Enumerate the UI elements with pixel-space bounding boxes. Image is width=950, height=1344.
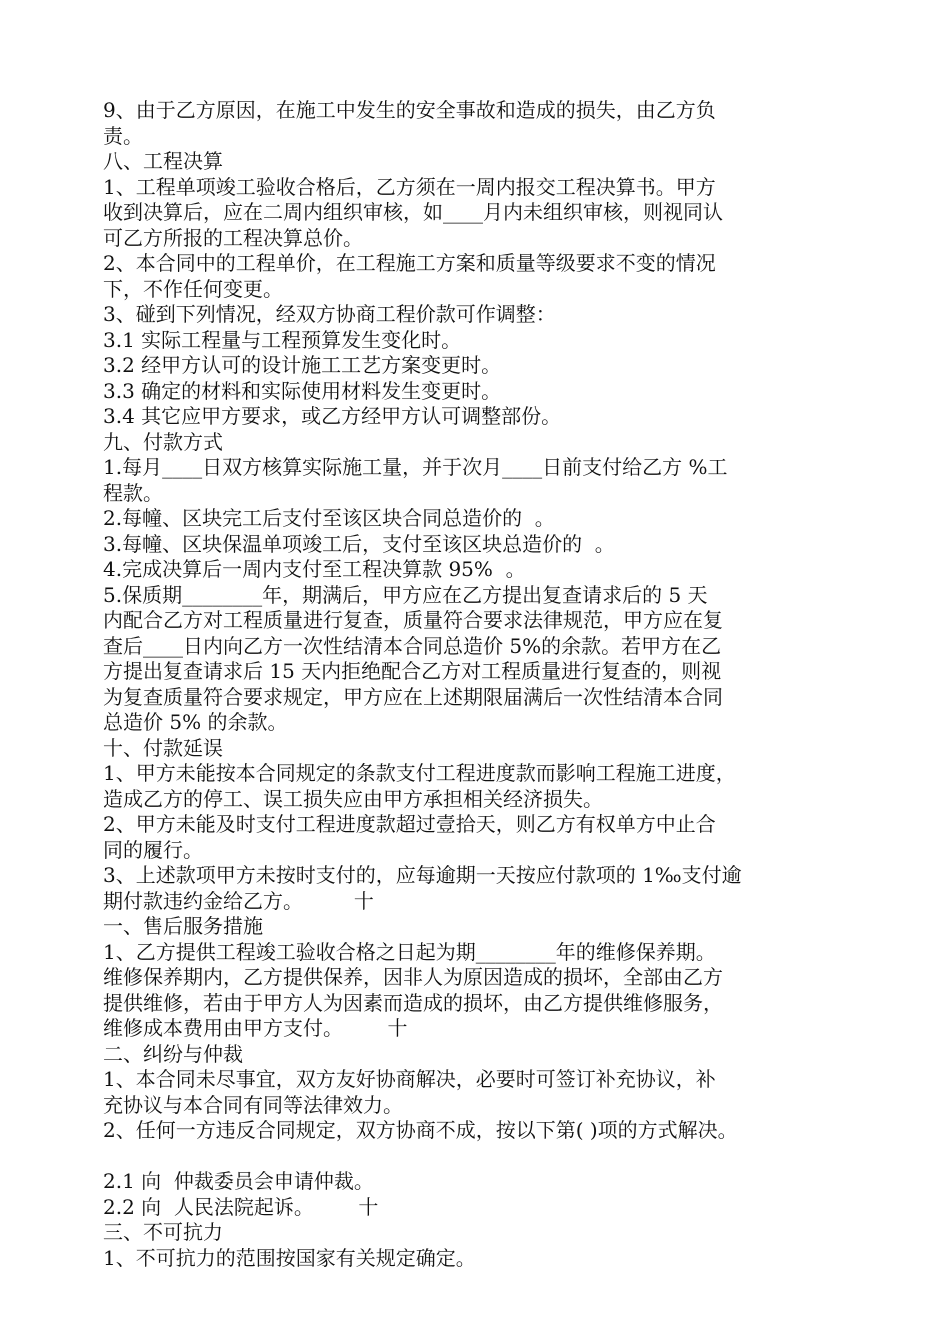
section-heading: 二、纠纷与仲裁	[103, 1041, 243, 1066]
text-line: 程款。	[103, 480, 163, 505]
text-line: 3、上述款项甲方未按时支付的，应每逾期一天按应付款项的 1‰支付逾	[103, 863, 742, 887]
text-line: 3.4 其它应甲方要求，或乙方经甲方认可调整部份。	[103, 404, 562, 428]
text-line: 3.1 实际工程量与工程预算发生变化时。	[103, 327, 462, 352]
text-line: 为复查质量符合要求规定，甲方应在上述期限届满后一次性结清本合同	[103, 684, 723, 709]
text-line: 造成乙方的停工、误工损失应由甲方承担相关经济损失。	[103, 786, 603, 811]
text-line: 2、甲方未能及时支付工程进度款超过壹拾天，则乙方有权单方中止合	[103, 812, 716, 836]
section-heading: 八、工程决算	[103, 149, 223, 173]
text-line: 3.每幢、区块保温单项竣工后，支付至该区块总造价的 。	[103, 531, 615, 556]
text-line: 充协议与本合同有同等法律效力。	[103, 1092, 403, 1117]
text-line: 维修成本费用由甲方支付。 十	[103, 1016, 408, 1040]
section-heading: 十、付款延误	[103, 735, 223, 760]
text-line: 1.每月____日双方核算实际施工量，并于次月____日前支付给乙方 %工	[103, 455, 728, 479]
text-line: 查后____日内向乙方一次性结清本合同总造价 5%的余款。若甲方在乙	[103, 633, 722, 658]
text-line: 2.每幢、区块完工后支付至该区块合同总造价的 。	[103, 506, 555, 530]
text-line: 1、工程单项竣工验收合格后，乙方须在一周内报交工程决算书。甲方	[103, 174, 716, 199]
text-line: 2、本合同中的工程单价，在工程施工方案和质量等级要求不变的情况	[103, 251, 716, 275]
text-line: 3、碰到下列情况，经双方协商工程价款可作调整：	[103, 302, 556, 326]
text-line: 1、乙方提供工程竣工验收合格之日起为期________年的维修保养期。	[103, 939, 716, 964]
text-line: 期付款违约金给乙方。 十	[103, 888, 374, 913]
text-line: 2.1 向 仲裁委员会申请仲裁。	[103, 1169, 374, 1193]
text-line: 收到决算后，应在二周内组织审核，如____月内未组织审核，则视同认	[103, 200, 723, 224]
section-heading: 三、不可抗力	[103, 1220, 223, 1244]
text-line: 维修保养期内，乙方提供保养，因非人为原因造成的损坏，全部由乙方	[103, 965, 723, 989]
text-line: 3.2 经甲方认可的设计施工工艺方案变更时。	[103, 353, 502, 377]
section-heading: 九、付款方式	[103, 429, 223, 454]
text-line: 2、任何一方违反合同规定，双方协商不成，按以下第( )项的方式解决。	[103, 1118, 738, 1142]
text-line: 4.完成决算后一周内支付至工程决算款 95% 。	[103, 557, 526, 581]
text-line: 2.2 向 人民法院起诉。 十	[103, 1194, 379, 1219]
blank-line	[103, 1144, 863, 1170]
document-page	[103, 98, 863, 1271]
text-line: 提供维修，若由于甲方人为因素而造成的损坏，由乙方提供维修服务，	[103, 990, 723, 1015]
text-line: 5.保质期________年，期满后，甲方应在乙方提出复查请求后的 5 天	[103, 582, 708, 607]
text-line: 方提出复查请求后 15 天内拒绝配合乙方对工程质量进行复查的，则视	[103, 659, 722, 683]
text-line: 责。	[103, 123, 143, 148]
text-line: 1、不可抗力的范围按国家有关规定确定。	[103, 1245, 476, 1270]
section-heading: 一、售后服务措施	[103, 914, 263, 938]
text-line: 内配合乙方对工程质量进行复查，质量符合要求法律规范，甲方应在复	[103, 608, 723, 632]
text-line: 1、甲方未能按本合同规定的条款支付工程进度款而影响工程施工进度，	[103, 761, 736, 785]
text-line: 3.3 确定的材料和实际使用材料发生变更时。	[103, 378, 502, 403]
text-line: 同的履行。	[103, 837, 203, 862]
text-line: 可乙方所报的工程决算总价。	[103, 225, 363, 250]
text-line: 总造价 5% 的余款。	[103, 710, 288, 734]
text-line: 1、本合同未尽事宜，双方友好协商解决，必要时可签订补充协议，补	[103, 1067, 716, 1091]
text-line: 下，不作任何变更。	[103, 276, 283, 301]
text-line: 9、由于乙方原因，在施工中发生的安全事故和造成的损失，由乙方负	[103, 98, 716, 122]
